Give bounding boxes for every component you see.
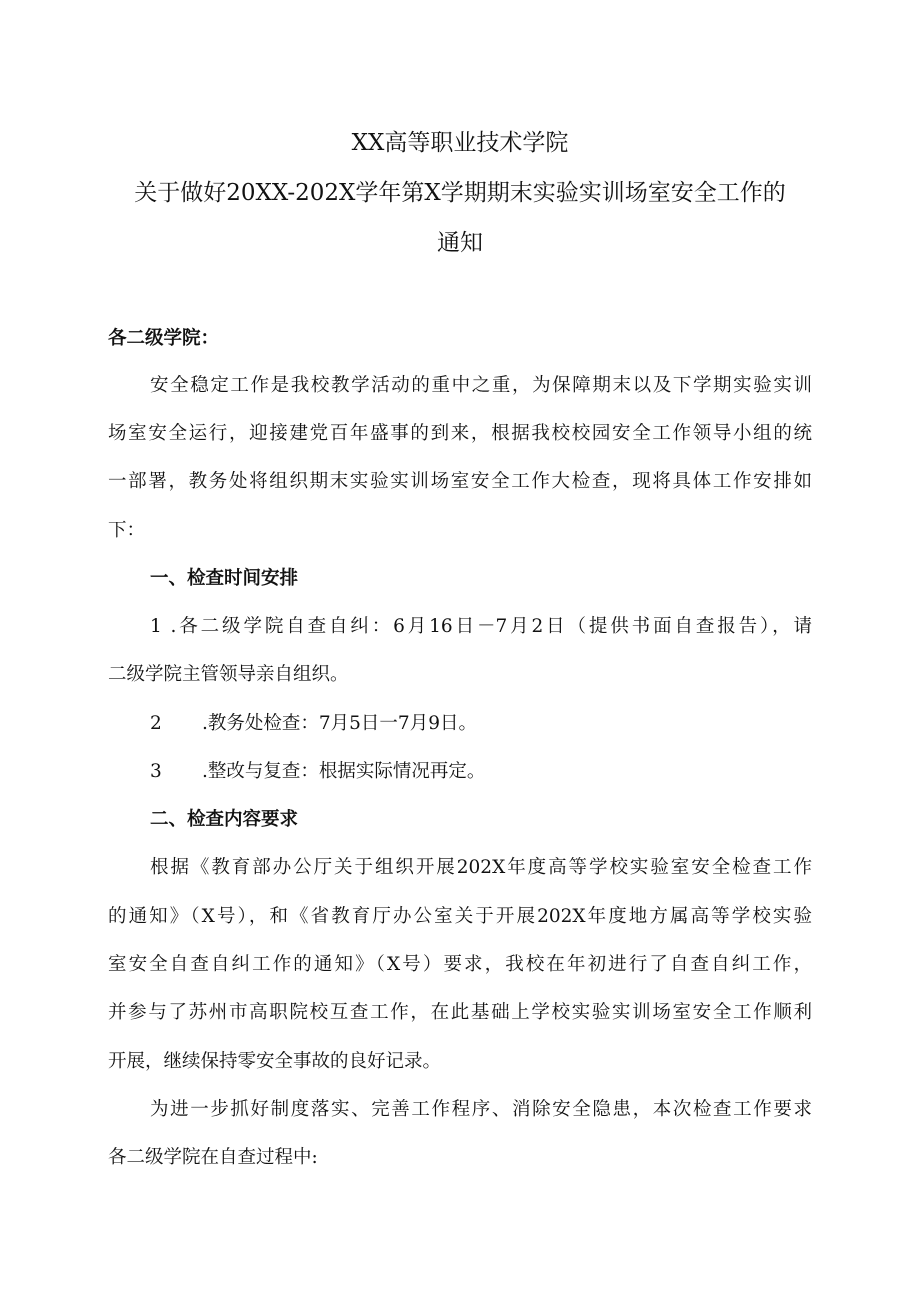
requirements-line: 根据《教育部办公厅关于组织开展202X年度高等学校实验室安全检查工作: [150, 857, 812, 878]
schedule-item-3: .整改与复查：根据实际情况再定。: [202, 761, 486, 782]
requirements-line: 的通知》（X号），和《省教育厅办公室关于开展202X年度地方属高等学校实验: [108, 906, 812, 927]
schedule-item-2-number: 2: [150, 713, 162, 734]
requirements-line: 并参与了苏州市高职院校互查工作，在此基础上学校实验实训场室安全工作顺利: [108, 1002, 812, 1023]
intro-line: 下：: [108, 520, 146, 541]
intro-line: 场室安全运行，迎接建党百年盛事的到来，根据我校校园安全工作领导小组的统: [108, 423, 812, 444]
salutation: 各二级学院：: [108, 328, 220, 349]
schedule-item-2: .教务处检查：7月5日一7月9日。: [202, 713, 477, 734]
schedule-item-1: 1 .各二级学院自查自纠：6月16日－7月2日（提供书面自查报告），请: [150, 616, 812, 637]
intro-line: 一部署，教务处将组织期末实验实训场室安全工作大检查，现将具体工作安排如: [108, 471, 812, 492]
document-title-subject: 关于做好20XX-202X学年第X学期期末实验实训场室安全工作的: [134, 180, 786, 206]
section-heading-schedule: 一、检查时间安排: [150, 568, 299, 589]
requirements-line: 室安全自查自纠工作的通知》（X号）要求，我校在年初进行了自查自纠工作，: [108, 954, 812, 975]
document-title-end: 通知: [437, 230, 483, 256]
requirements-line: 各二级学院在自查过程中:: [108, 1147, 318, 1168]
document-title-institution: XX高等职业技术学院: [351, 130, 569, 156]
section-heading-requirements: 二、检查内容要求: [150, 809, 299, 830]
intro-line: 安全稳定工作是我校教学活动的重中之重，为保障期末以及下学期实验实训: [150, 375, 812, 396]
schedule-item-1-cont: 二级学院主管领导亲自组织。: [108, 664, 349, 685]
schedule-item-3-number: 3: [150, 761, 162, 782]
requirements-line: 为进一步抓好制度落实、完善工作程序、消除安全隐患，本次检查工作要求: [150, 1099, 812, 1120]
requirements-line: 开展，继续保持零安全事故的良好记录。: [108, 1051, 442, 1072]
